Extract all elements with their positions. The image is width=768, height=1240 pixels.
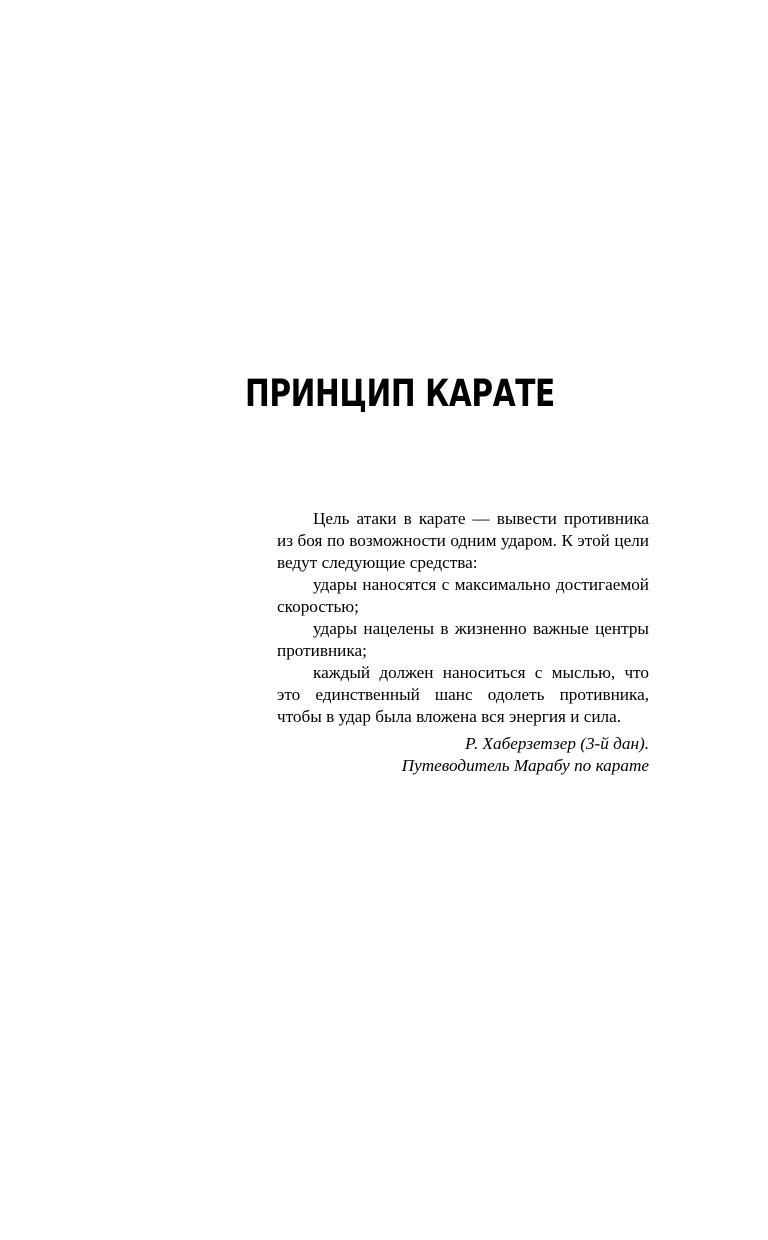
epigraph-paragraph: удары нацелены в жизненно важные центры противника; bbox=[277, 619, 649, 660]
epigraph-source: Путеводитель Марабу по карате bbox=[401, 756, 649, 775]
epigraph-attribution bbox=[277, 733, 649, 777]
epigraph-author: Р. Хаберзетзер (3-й дан). bbox=[465, 734, 649, 753]
epigraph bbox=[277, 508, 649, 777]
chapter-title: ПРИНЦИП КАРАТЕ bbox=[245, 372, 555, 415]
epigraph-paragraph: Цель атаки в карате — вывести противника из боя по возможности одним ударом. К этой цели ведут следующие средства: bbox=[277, 509, 649, 572]
epigraph-paragraph: каждый должен наноситься с мыслью, что это единственный шанс одолеть противника, чтобы в удар была вложена вся энергия и сила. bbox=[277, 663, 649, 726]
epigraph-paragraph: удары наносятся с максимально достигаемой скоростью; bbox=[277, 575, 649, 616]
